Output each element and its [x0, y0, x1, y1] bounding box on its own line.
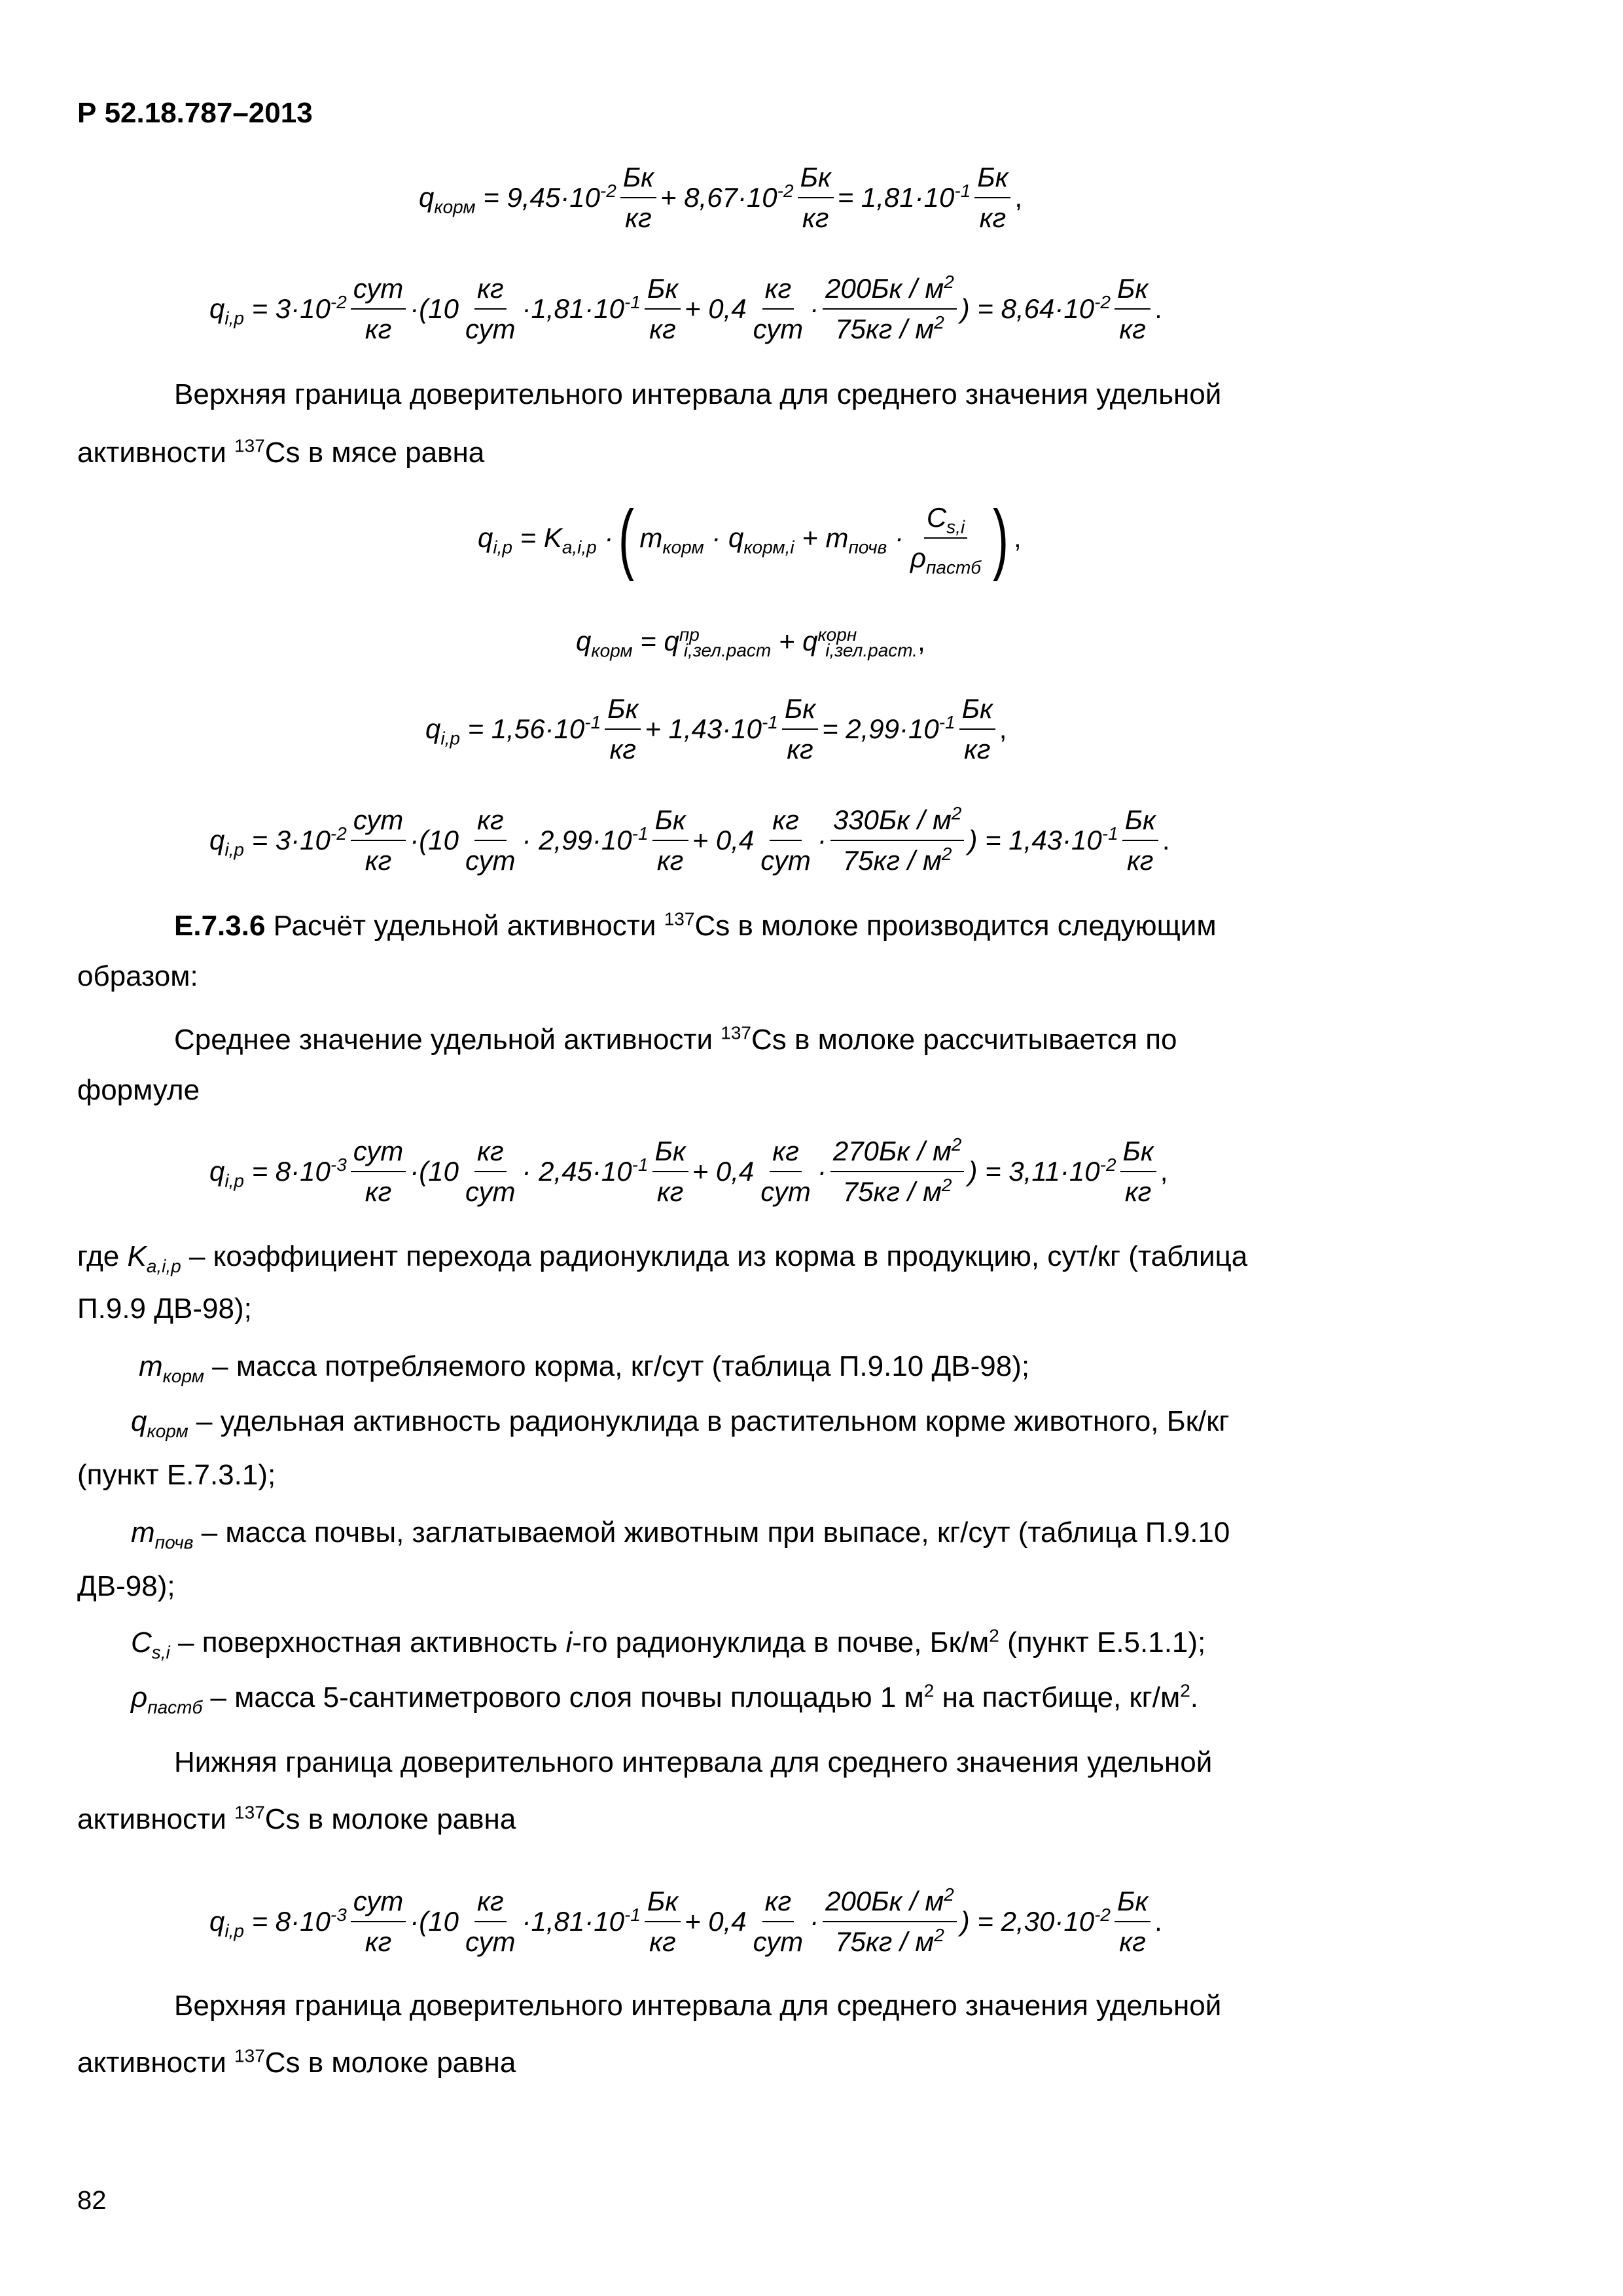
paragraph-e736: Е.7.3.6 Расчёт удельной активности $^{137}$Cs в молоке производится следующим: [174, 908, 1217, 942]
equation-q-sum-meat: $q_{i,p} = 1,56\cdot 10^{-1}$ $\frac{Бк}{кг}$ + $1,43\cdot 10^{-1}$ $\frac{Бк}{кг}$ = $2,99\cdot 10^{-1}$ $\frac{Бк}{кг}$ ,: [425, 683, 1007, 775]
equation-q-korm-sum: $q_{корм} = 9,45\cdot 10^{-2}$ $\frac{Бк}{кг}$ + $8,67\cdot 10^{-2}$ $\frac{Бк}{кг}$ = $1,81\cdot 10^{-1}$ $\frac{Бк}{кг}$ ,: [419, 152, 1022, 243]
legend-m-poch: $m_{почв}$ – масса почвы, заглатываемой животным при выпасе, кг/сут (таблица П.9.10: [131, 1516, 1230, 1552]
document-header: Р 52.18.787–2013: [77, 97, 313, 129]
paragraph-upper-meat-line2: активности $^{137}$Cs в мясе равна: [77, 435, 485, 469]
legend-rho: $\rho_{пастб}$ – масса 5-сантиметрового слоя почвы площадью 1 $м^2$ на пастбище, $кг/м^2$.: [131, 1680, 1199, 1717]
equation-q-milk-lower: $q_{i,p} = 8\cdot 10^{-3}$ $\frac{\text{сут}}{кг}$ ·(10 $\frac{кг}{\text{сут}}$ $\cdot 1,81\cdot 10^{-1}$ $\frac{Бк}{кг}$ + 0,4 $\frac{кг}{\text{сут}}$ · $\frac{200Бк / м^2}{75кг / м^2}$ ) = $2,30\cdot 10^{-2}$ $\frac{Бк}{кг}$ .: [209, 1884, 1162, 1957]
paragraph-lower-milk-line2: активности $^{137}$Cs в молоке равна: [77, 1802, 516, 1835]
legend-q-korm: $q_{корм}$ – удельная активность радионуклида в растительном корме животного, Бк/кг: [131, 1405, 1230, 1441]
page-number: 82: [77, 2186, 107, 2215]
paragraph-upper-milk: Верхняя граница доверительного интервала для среднего значения удельной: [174, 1990, 1222, 2022]
paragraph-lower-milk: Нижняя граница доверительного интервала для среднего значения удельной: [174, 1746, 1213, 1778]
equation-q-general: $q_{i,p} = K_{a,i,p}$ · ( $m_{корм} \cdot q_{корм,i} + m_{почв}$ · $\frac{C_{s,i}}{\rho_{пастб}}$ ) ,: [478, 494, 1022, 582]
paragraph-e736-line2: образом:: [77, 960, 198, 992]
legend-k-line2: П.9.9 ДВ-98);: [77, 1293, 252, 1325]
paragraph-mean-milk: Среднее значение удельной активности $^{137}$Cs в молоке рассчитывается по: [174, 1022, 1177, 1056]
equation-q-meat-lower: $q_{i,p} = 3\cdot 10^{-2}$ $\frac{\text{сут}}{кг}$ ·(10 $\frac{кг}{\text{сут}}$ $\cdot 1,81\cdot 10^{-1}$ $\frac{Бк}{кг}$ + 0,4 $\frac{кг}{\text{сут}}$ · $\frac{200Бк / м^2}{75кг / м^2}$ ) = $8,64\cdot 10^{-2}$ $\frac{Бк}{кг}$ .: [209, 272, 1162, 344]
equation-q-milk-mean: $q_{i,p} = 8\cdot 10^{-3}$ $\frac{\text{сут}}{кг}$ ·(10 $\frac{кг}{\text{сут}}$ · $2,45\cdot 10^{-1}$ $\frac{Бк}{кг}$ + 0,4 $\frac{кг}{\text{сут}}$ · $\frac{270Бк / м^2}{75кг / м^2}$ ) = $3,11\cdot 10^{-2}$ $\frac{Бк}{кг}$ ,: [209, 1134, 1168, 1207]
legend-cs: $C_{s,i}$ – поверхностная активность i-го радионуклида в почве, $Бк/м^2$ (пункт Е.5.1.1);: [131, 1625, 1206, 1662]
legend-m-korm: $m_{корм}$ – масса потребляемого корма, кг/сут (таблица П.9.10 ДВ-98);: [139, 1350, 1030, 1386]
paragraph-upper-meat: Верхняя граница доверительного интервала для среднего значения удельной: [174, 378, 1222, 410]
legend-k: где $K_{a,i,p}$ – коэффициент перехода радионуклида из корма в продукцию, сут/кг (таблица: [77, 1240, 1248, 1276]
legend-q-korm-line2: (пункт Е.7.3.1);: [77, 1459, 276, 1491]
equation-q-meat-upper: $q_{i,p} = 3\cdot 10^{-2}$ $\frac{\text{сут}}{кг}$ ·(10 $\frac{кг}{\text{сут}}$ · $2,99\cdot 10^{-1}$ $\frac{Бк}{кг}$ + 0,4 $\frac{кг}{\text{сут}}$ · $\frac{330Бк / м^2}{75кг / м^2}$ ) = $1,43\cdot 10^{-1}$ $\frac{Бк}{кг}$ .: [209, 803, 1170, 876]
equation-q-korm-parts: $q_{корм} = q^{пр}_{i,зел.раст} + q^{корн}_{i,зел.раст.}$ ,: [576, 624, 925, 661]
paragraph-upper-milk-line2: активности $^{137}$Cs в молоке равна: [77, 2045, 516, 2079]
paragraph-mean-milk-line2: формуле: [77, 1074, 200, 1106]
legend-m-poch-line2: ДВ-98);: [77, 1570, 175, 1602]
